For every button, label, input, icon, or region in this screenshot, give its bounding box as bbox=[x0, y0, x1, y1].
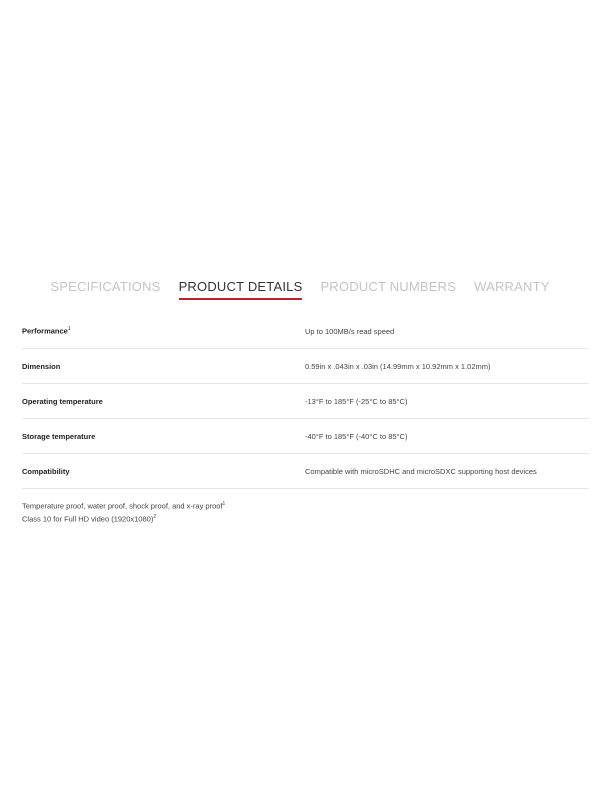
row-label: Performance$^1$ bbox=[22, 326, 71, 336]
footnotes bbox=[22, 499, 422, 524]
footnote-line: Temperature proof, water proof, shock proof, and x-ray proof$^1$ bbox=[22, 501, 226, 511]
row-value: -40°F to 185°F (-40°C to 85°C) bbox=[305, 431, 408, 441]
row-value: Compatible with microSDHC and microSDXC supporting host devices bbox=[305, 466, 537, 476]
table-row bbox=[22, 419, 589, 454]
tab-product-details[interactable]: PRODUCT DETAILS bbox=[179, 279, 303, 300]
tab-warranty[interactable]: WARRANTY bbox=[474, 279, 550, 294]
row-value: 0.59in x .043in x .03in (14.99mm x 10.92mm x 1.02mm) bbox=[305, 361, 491, 371]
row-value: -13°F to 185°F (-25°C to 85°C) bbox=[305, 396, 408, 406]
table-row bbox=[22, 349, 589, 384]
table-row bbox=[22, 314, 589, 349]
row-label: Storage temperature bbox=[22, 431, 96, 441]
tab-specifications[interactable]: SPECIFICATIONS bbox=[50, 279, 161, 294]
row-label: Compatibility bbox=[22, 466, 70, 476]
table-row bbox=[22, 384, 589, 419]
product-details-table bbox=[22, 314, 589, 489]
row-value: Up to 100MB/s read speed bbox=[305, 326, 395, 336]
row-label: Operating temperature bbox=[22, 396, 103, 406]
footnote-line: Class 10 for Full HD video $(1920x1080)^2$ bbox=[22, 513, 157, 523]
row-label: Dimension bbox=[22, 361, 61, 371]
table-row bbox=[22, 454, 589, 489]
tab-product-numbers[interactable]: PRODUCT NUMBERS bbox=[320, 279, 457, 294]
product-tabs bbox=[0, 279, 600, 300]
